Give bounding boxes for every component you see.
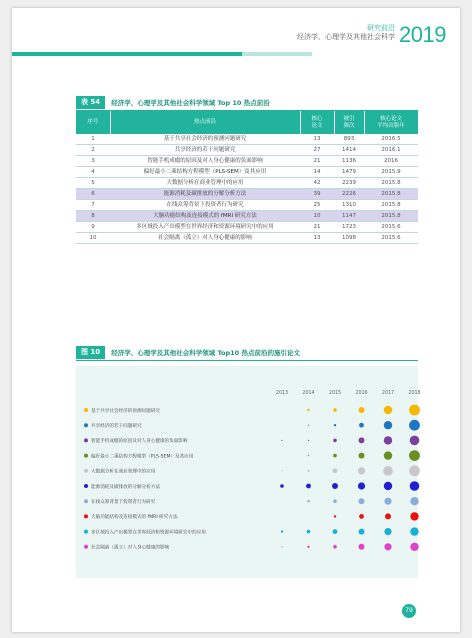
bubble-point: [384, 482, 392, 490]
bubble-point: [281, 470, 282, 471]
bubble-point: [410, 512, 418, 520]
bubble-point: [410, 543, 418, 551]
legend-marker: [84, 545, 88, 549]
cell-no: 5: [76, 178, 110, 189]
cell-no: 2: [76, 145, 110, 156]
legend-marker: [84, 514, 88, 518]
col-header-core: 核心 论文: [300, 111, 334, 134]
cell-year: 2016.5: [364, 134, 418, 145]
series-label: 智能手机成瘾的原因及对人身心健康的负面影响: [91, 439, 188, 445]
cell-cites: 1147: [334, 211, 364, 222]
bubble-point: [359, 453, 365, 459]
cell-front: 在线众筹背景下投资者行为研究: [110, 200, 300, 211]
series-label: 大脑功能结构及连接模式的 fMRI 研究方法: [91, 515, 178, 521]
bubble-point: [358, 467, 365, 474]
x-tick-label: 2016: [355, 391, 368, 396]
cell-front: 大脑功能结构及连接模式的 fMRI 研究方法: [110, 211, 300, 222]
series-label: 基于共享社会经济的预测问题研究: [91, 408, 160, 414]
bubble-point: [332, 483, 338, 489]
cell-cites: 1479: [334, 167, 364, 178]
table-row: [76, 189, 418, 200]
table-row: [76, 178, 418, 189]
legend-marker: [84, 423, 88, 427]
cell-no: 6: [76, 189, 110, 200]
bubble-point: [307, 546, 309, 548]
cell-core: 21: [300, 156, 334, 167]
cell-cites: 1414: [334, 145, 364, 156]
cell-no: 7: [76, 200, 110, 211]
bubble-point: [333, 454, 337, 458]
x-tick-label: 2015: [328, 391, 342, 396]
bubble-point: [281, 530, 283, 532]
cell-no: 8: [76, 211, 110, 222]
bubble-point: [333, 545, 337, 549]
cell-core: 21: [300, 222, 334, 233]
cell-core: 42: [300, 178, 334, 189]
table-row: [76, 233, 418, 244]
cell-front: 社会隔离（孤立）对人身心健康的影响: [110, 233, 300, 244]
series-label: 共享经济的若干问题研究: [91, 424, 142, 429]
bubble-point: [409, 420, 420, 431]
bubble-point: [359, 498, 365, 504]
figure-title: 经济学、心理学及其他社会科学领域 Top10 热点前沿的施引论文: [111, 348, 300, 357]
series-label: 多区域投入产出模型在世界经济和资源环境研究中的应用: [91, 530, 206, 536]
bubble-point: [409, 465, 420, 476]
bubble-point: [307, 409, 309, 411]
table-header-row: [76, 111, 418, 134]
cell-front: 偏好最小二乘结构方程模型（PLS-SEM）及其应用: [110, 167, 300, 178]
cell-front: 共享经济的若干问题研究: [110, 145, 300, 156]
bubble-point: [280, 484, 284, 488]
bubble-point: [281, 440, 282, 441]
table-row: [76, 167, 418, 178]
cell-front: 多区域投入产出模型在世界经济和资源环境研究中的应用: [110, 222, 300, 233]
bubble-point: [334, 424, 336, 426]
x-tick-label: 2018: [408, 391, 421, 396]
cell-year: 2015.8: [364, 178, 418, 189]
bubble-point: [359, 437, 365, 443]
legend-marker: [84, 530, 88, 534]
table-title: 经济学、心理学及其他社会科学领域 Top 10 热点前沿: [111, 98, 270, 107]
x-tick-label: 2013: [275, 391, 289, 396]
cell-no: 9: [76, 222, 110, 233]
bubble-point: [307, 500, 309, 502]
cell-core: 27: [300, 145, 334, 156]
header-section-label: 研究前沿: [367, 24, 396, 32]
bubble-point: [359, 407, 365, 413]
series-label: 偏好最小二乘结构方程模型（PLS-SEM）及其应用: [91, 454, 194, 460]
bubble-point: [359, 423, 364, 428]
bubble-point: [308, 440, 309, 441]
bubble-point: [410, 436, 420, 446]
col-header-cites: 被引 频次: [334, 111, 364, 134]
cell-year: 2015.8: [364, 211, 418, 222]
bubble-point: [384, 421, 392, 429]
figure-caption: [76, 344, 418, 361]
cell-cites: 1098: [334, 233, 364, 244]
series-label: 社会隔离（孤立）对人身心健康的影响: [91, 545, 170, 551]
table-row: [76, 134, 418, 145]
bubble-point: [307, 470, 309, 472]
citing-papers-chart: [76, 366, 421, 578]
table-row: [76, 222, 418, 233]
bubble-point: [384, 451, 392, 459]
cell-cites: 2239: [334, 178, 364, 189]
cell-year: 2015.6: [364, 222, 418, 233]
cell-cites: 1723: [334, 222, 364, 233]
bubble-point: [333, 408, 337, 412]
cell-core: 25: [300, 200, 334, 211]
table-badge: 表 54: [76, 96, 105, 109]
bubble-chart-svg: [76, 366, 421, 578]
header-field-label: 经济学、心理学及其他社会科学: [297, 33, 396, 41]
bubble-point: [307, 530, 311, 534]
cell-no: 4: [76, 167, 110, 178]
cell-front: 智能手机成瘾的原因及对人身心健康的负面影响: [110, 156, 300, 167]
bubble-point: [409, 405, 420, 416]
legend-marker: [84, 408, 88, 412]
legend-marker: [84, 454, 88, 458]
bubble-point: [308, 425, 309, 426]
cell-year: 2016: [364, 156, 418, 167]
cell-core: 39: [300, 189, 334, 200]
table-row: [76, 200, 418, 211]
hot-fronts-table: [76, 111, 419, 244]
bubble-point: [306, 484, 311, 489]
bubble-point: [385, 513, 391, 519]
col-header-front: 热点前沿: [110, 111, 300, 134]
cell-front: 能源消耗及碳排放的分解分析方法: [110, 189, 300, 200]
cell-year: 2015.8: [364, 189, 418, 200]
legend-marker: [84, 484, 88, 488]
bubble-point: [383, 466, 393, 476]
cell-cites: 1136: [334, 156, 364, 167]
bubble-point: [359, 544, 365, 550]
legend-marker: [84, 469, 88, 473]
cell-core: 13: [300, 233, 334, 244]
bubble-point: [333, 529, 338, 534]
cell-core: 10: [300, 211, 334, 222]
bubble-point: [358, 482, 365, 489]
bubble-point: [334, 515, 336, 517]
cell-core: 14: [300, 167, 334, 178]
table-body: [76, 134, 418, 244]
series-label: 能源消耗及碳排放的分解分析方法: [91, 484, 160, 490]
bubble-point: [333, 439, 337, 443]
header-year: 2019: [399, 22, 446, 47]
header-decoration-strip: [12, 52, 312, 56]
bubble-point: [308, 455, 309, 456]
series-label: 在线众筹背景下投资者行为研究: [91, 500, 156, 505]
bubble-point: [384, 528, 391, 535]
running-header: [297, 24, 446, 64]
cell-front: 大数据分析在商业管理中的应用: [110, 178, 300, 189]
cell-year: 2015.9: [364, 167, 418, 178]
bubble-point: [409, 450, 420, 461]
cell-cites: 893: [334, 134, 364, 145]
cell-no: 3: [76, 156, 110, 167]
cell-year: 2015.6: [364, 233, 418, 244]
cell-cites: 1310: [334, 200, 364, 211]
cell-cites: 2226: [334, 189, 364, 200]
table-row: [76, 211, 418, 222]
bubble-point: [410, 481, 420, 491]
document-page: [12, 8, 460, 632]
col-header-no: 序号: [76, 111, 110, 134]
bubble-point: [410, 527, 418, 535]
figure-badge: 图 10: [76, 346, 105, 359]
bubble-point: [359, 529, 365, 535]
bubble-point: [410, 497, 418, 505]
bubble-point: [359, 514, 364, 519]
cell-no: 1: [76, 134, 110, 145]
bubble-point: [384, 498, 391, 505]
table-caption: [76, 94, 418, 111]
series-label: 大数据分析在商业管理中的应用: [91, 469, 156, 475]
cell-year: 2016.1: [364, 145, 418, 156]
bubble-point: [384, 406, 392, 414]
legend-marker: [84, 438, 88, 442]
bubble-point: [384, 543, 391, 550]
bubble-point: [281, 546, 282, 547]
bubble-point: [333, 499, 337, 503]
table-row: [76, 145, 418, 156]
col-header-year: 核心论文 平均出版年: [364, 111, 418, 134]
table-row: [76, 156, 418, 167]
page-number: 79: [402, 604, 416, 618]
x-tick-label: 2017: [381, 391, 395, 396]
cell-front: 基于共享社会经济的预测问题研究: [110, 134, 300, 145]
cell-no: 10: [76, 233, 110, 244]
bubble-point: [384, 436, 392, 444]
x-tick-label: 2014: [302, 391, 315, 396]
legend-marker: [84, 499, 88, 503]
cell-core: 13: [300, 134, 334, 145]
cell-year: 2015.8: [364, 200, 418, 211]
bubble-point: [333, 468, 338, 473]
